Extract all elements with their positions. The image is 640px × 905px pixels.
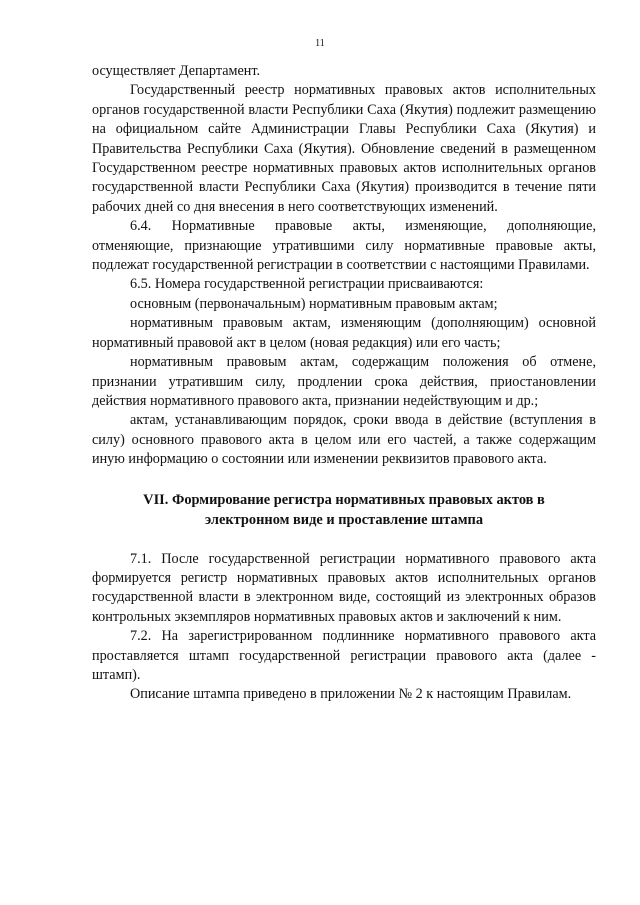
paragraph: 7.2. На зарегистрированном подлиннике нормативного правового акта проставляется штамп государственной регистрации правового акта (далее - штамп). [92,628,596,683]
paragraph: основным (первоначальным) нормативным правовым актам; [130,295,498,312]
section-heading [92,490,596,530]
paragraph: осуществляет Департамент. [92,63,261,79]
paragraph: Государственный реестр нормативных правовых актов исполнительных органов государственной власти Республики Саха (Якутия) подлежит размещению на официальном сайте Администрации Главы Республики Саха (Якутия) и Правительства Республики Саха (Якутия). Обновление сведений в размещенном Государственном реестре нормативных правовых актов исполнительных органов государственной власти Республики Саха (Якутия) производится в течение пяти рабочих дней со дня внесения в него соответствующих изменений. [92,82,596,215]
paragraph: актам, устанавливающим порядок, сроки ввода в действие (вступления в силу) основного правового акта в целом или его частей, а также содержащим иную информацию о состоянии или изменении реквизитов правового акта. [92,412,596,468]
paragraph: нормативным правовым актам, изменяющим (дополняющим) основной нормативный правовой акт в целом (новая редакция) или его часть; [92,315,596,351]
section-heading-line: VII. Формирование регистра нормативных правовых актов в [143,491,545,508]
paragraph: 6.5. Номера государственной регистрации присваиваются: [130,276,484,293]
page-number: 11 [315,38,325,49]
paragraph: 7.1. После государственной регистрации нормативного правового акта формируется регистр нормативных правовых актов исполнительных органов государственной власти в электронном виде, состоящий из электронных образов контрольных экземпляров нормативных правовых актов и заключений к ним. [92,550,596,625]
paragraph: нормативным правовым актам, содержащим положения об отмене, признании утратившим силу, продлении срока действия, приостановлении действия нормативного правового акта, признании недействующим и др.; [92,354,596,409]
paragraph: 6.4. Нормативные правовые акты, изменяющие, дополняющие, отменяющие, признающие утратившими силу нормативные правовые акты, подлежат государственной регистрации в соответствии с настоящими Правилами. [92,218,596,274]
paragraph: Описание штампа приведено в приложении № 2 к настоящим Правилам. [130,686,572,703]
section-heading-line: электронном виде и проставление штампа [204,511,484,528]
page-content [92,62,596,705]
